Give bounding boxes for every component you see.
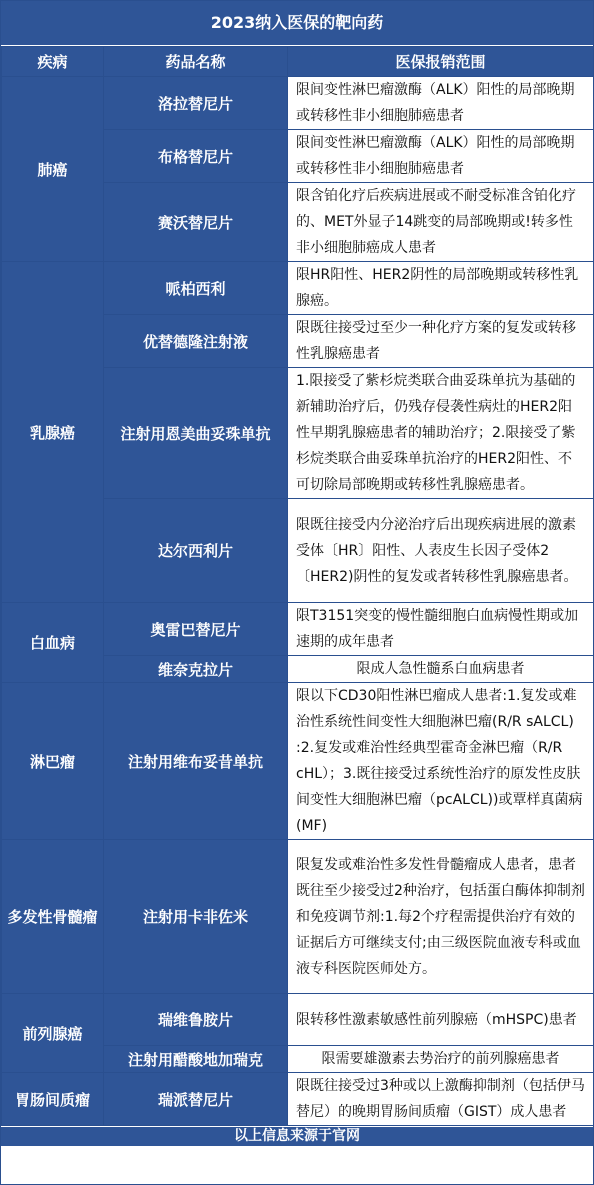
reimbursement-scope-cell: 限复发或难治性多发性骨髓瘤成人患者，患者既往至少接受过2种治疗，包括蛋白酶体抑制剂和免疫调节剂:1.每2个疗程需提供治疗有效的证据后方可继续支付;由三级医院血液专科或血液专科医院医师处方。 [288, 840, 594, 994]
drug-table [1, 46, 594, 1126]
drug-name-cell: 布格替尼片 [104, 130, 288, 183]
reimbursement-scope-cell: 限间变性淋巴瘤激酶（ALK）阳性的局部晚期或转移性非小细胞肺癌患者 [288, 130, 594, 183]
reimbursement-scope-cell: 限既往接受内分泌治疗后出现疾病进展的激素受体〔HR〕阳性、人表皮生长因子受体2〔HER2)阴性的复发或者转移性乳腺癌患者。 [288, 499, 594, 603]
reimbursement-scope-cell: 限HR阳性、HER2阴性的局部晚期或转移性乳腺癌。 [288, 262, 594, 315]
page-title: 2023纳入医保的靶向药 [1, 1, 593, 46]
table-row [2, 683, 594, 840]
table-row [2, 603, 594, 656]
disease-cell: 多发性骨髓瘤 [2, 840, 104, 994]
disease-cell: 胃肠间质瘤 [2, 1073, 104, 1126]
table-row [2, 840, 594, 994]
drug-name-cell: 注射用卡非佐米 [104, 840, 288, 994]
disease-cell: 前列腺癌 [2, 994, 104, 1073]
table-row [2, 262, 594, 315]
disease-cell: 白血病 [2, 603, 104, 683]
drug-name-cell: 赛沃替尼片 [104, 183, 288, 262]
reimbursement-scope-cell: 限需要雄激素去势治疗的前列腺癌患者 [288, 1046, 594, 1073]
drug-name-cell: 注射用醋酸地加瑞克 [104, 1046, 288, 1073]
table-row [2, 994, 594, 1046]
drug-name-cell: 优替德隆注射液 [104, 315, 288, 368]
column-header: 医保报销范围 [288, 47, 594, 77]
drug-name-cell: 奥雷巴替尼片 [104, 603, 288, 656]
disease-cell: 乳腺癌 [2, 262, 104, 603]
drug-name-cell: 瑞派替尼片 [104, 1073, 288, 1126]
reimbursement-scope-cell: 限T3151突变的慢性髓细胞白血病慢性期或加速期的成年患者 [288, 603, 594, 656]
table-row [2, 1073, 594, 1126]
drug-name-cell: 维奈克拉片 [104, 656, 288, 683]
source-footer: 以上信息来源于官网 [1, 1126, 593, 1146]
drug-name-cell: 注射用恩美曲妥珠单抗 [104, 368, 288, 499]
reimbursement-scope-cell: 限既往接受过至少一种化疗方案的复发或转移性乳腺癌患者 [288, 315, 594, 368]
column-header: 疾病 [2, 47, 104, 77]
reimbursement-scope-cell: 限成人急性髓系白血病患者 [288, 656, 594, 683]
drug-name-cell: 注射用维布妥昔单抗 [104, 683, 288, 840]
drug-name-cell: 洛拉替尼片 [104, 77, 288, 130]
drug-name-cell: 瑞维鲁胺片 [104, 994, 288, 1046]
reimbursement-scope-cell: 限既往接受过3种或以上激酶抑制剂（包括伊马替尼）的晚期胃肠间质瘤（GIST）成人患者 [288, 1073, 594, 1126]
drug-name-cell: 哌柏西利 [104, 262, 288, 315]
reimbursement-scope-cell: 限转移性激素敏感性前列腺癌（mHSPC)患者 [288, 994, 594, 1046]
column-header: 药品名称 [104, 47, 288, 77]
disease-cell: 肺癌 [2, 77, 104, 262]
reimbursement-scope-cell: 限以下CD30阳性淋巴瘤成人患者:1.复发或难治性系统性间变性大细胞淋巴瘤(R/R sALCL) :2.复发或难治性经典型霍奇金淋巴瘤（R/R cHL）；3.既往接受过系统性治疗的原发性皮肤间变性大细胞淋巴瘤（pcALCL))或覃样真菌病(MF) [288, 683, 594, 840]
reimbursement-scope-cell: 1.限接受了紫杉烷类联合曲妥珠单抗为基础的新辅助治疗后，仍残存侵袭性病灶的HER2阳性早期乳腺癌患者的辅助治疗；2.限接受了紫杉烷类联合曲妥珠单抗治疗的HER2阳性、不可切除局部晚期或转移性乳腺癌患者。 [288, 368, 594, 499]
reimbursement-scope-cell: 限含铂化疗后疾病进展或不耐受标准含铂化疗的、MET外显子14跳变的局部晚期或!转多性非小细胞肺癌成人患者 [288, 183, 594, 262]
disease-cell: 淋巴瘤 [2, 683, 104, 840]
table-row [2, 77, 594, 130]
reimbursement-scope-cell: 限间变性淋巴瘤激酶（ALK）阳性的局部晚期或转移性非小细胞肺癌患者 [288, 77, 594, 130]
drug-name-cell: 达尔西利片 [104, 499, 288, 603]
table-header-row [2, 47, 594, 77]
